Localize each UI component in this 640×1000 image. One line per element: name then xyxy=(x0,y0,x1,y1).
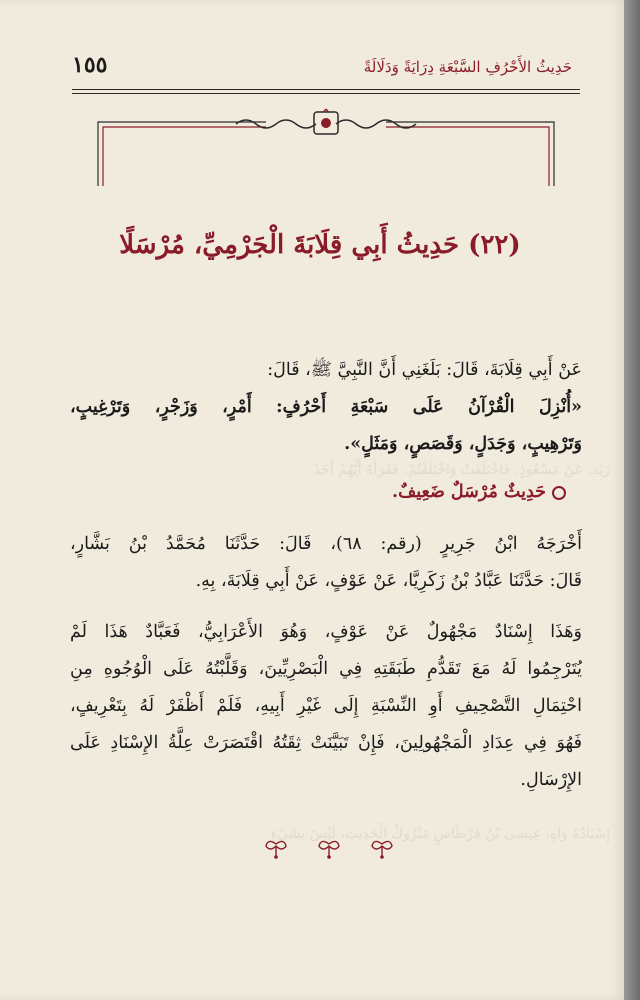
commentary-text xyxy=(70,614,582,799)
hadith-text xyxy=(70,352,582,463)
running-title: حَدِيثُ الأَحْرُفِ السَّبْعَةِ دِرَايَةً وَدَلَالَةً xyxy=(363,58,572,76)
commentary-line-3: احْتِمَالِ التَّصْحِيفِ أَوِ النِّسْبَةِ إِلَى غَيْرِ أَبِيهِ، فَلَمْ أَظْفَرْ لَهُ بِتَعْرِيفٍ، xyxy=(70,696,582,716)
circle-bullet-icon xyxy=(552,486,566,500)
grade-text: حَدِيثٌ مُرْسَلٌ ضَعِيفٌ. xyxy=(392,482,546,502)
commentary-line-4: فَهُوَ فِي عِدَادِ الْمَجْهُولِينَ، فَإِنْ تَبَيَّنَتْ ثِقَتُهُ اقْتَصَرَتْ عِلَّةُ الإِسْنَادِ عَلَى xyxy=(70,733,582,753)
hadith-line-2: «أُنْزِلَ الْقُرْآنُ عَلَى سَبْعَةِ أَحْرُفٍ: أَمْرٍ، وَزَجْرٍ، وَتَرْغِيبٍ، xyxy=(70,397,582,417)
takhrij-text xyxy=(70,526,582,600)
show-through-text: زَيْد، عَنْ مَسْعُودٍ، فَاخْتَلَفَتْ وَاخْتَلَفْتُمْ، فَقَرَأَهُ أَيُّهُمْ أَخَذَ xyxy=(313,462,610,478)
commentary-line-5: الإِرْسَالِ. xyxy=(520,770,582,790)
header-rule-thin xyxy=(72,93,580,94)
page-number: ١٥٥ xyxy=(72,52,108,78)
takhrij-line-2: قَالَ: حَدَّثَنَا عَبَّادُ بْنُ زَكَرِيَّا، عَنْ عَوْفٍ، عَنْ أَبِي قِلَابَةَ، بِهِ. xyxy=(195,571,582,591)
hadith-grade xyxy=(392,482,566,502)
hadith-line-1: عَنْ أَبِي قِلَابَةَ، قَالَ: بَلَغَنِي أَنَّ النَّبِيَّ ﷺ، قَالَ: xyxy=(267,360,582,380)
header-rule xyxy=(72,89,580,90)
page-edge-shadow xyxy=(624,0,640,1000)
takhrij-line-1: أَخْرَجَهُ ابْنُ جَرِيرٍ (رقم: ٦٨)، قَالَ: حَدَّثَنَا مُحَمَّدُ بْنُ بَشَّارٍ، xyxy=(70,534,582,554)
commentary-line-1: وَهَذَا إِسْنَادٌ مَجْهُولٌ عَنْ عَوْفٍ، وَهُوَ الأَعْرَابِيُّ، فَعَبَّادٌ هَذَا لَمْ xyxy=(70,622,582,642)
hadith-title: (٢٢) حَدِيثُ أَبِي قِلَابَةَ الْجَرْمِيِّ، مُرْسَلًا xyxy=(119,230,521,260)
hadith-line-3: وَتَرْهِيبٍ، وَجَدَلٍ، وَقَصَصٍ، وَمَثَلٍ». xyxy=(344,434,582,454)
ornamental-frame xyxy=(96,108,556,188)
commentary-line-2: يُتَرْجِمُوا لَهُ مَعَ تَقَدُّمِ طَبَقَتِهِ فِي الْبَصْرِيِّينَ، وَقَلَّبْتُهُ عَلَى الْوُجُوهِ مِنِ xyxy=(70,659,582,679)
show-through-text-2: إِسْنَادُهُ وَاهٍ، عِيسَى بْنُ قِرْطَاسٍ مَتْرُوكُ الْحَدِيثِ، لَيْسَ بِشَيْءٍ xyxy=(270,826,610,842)
closing-ornament-icon xyxy=(264,836,394,862)
